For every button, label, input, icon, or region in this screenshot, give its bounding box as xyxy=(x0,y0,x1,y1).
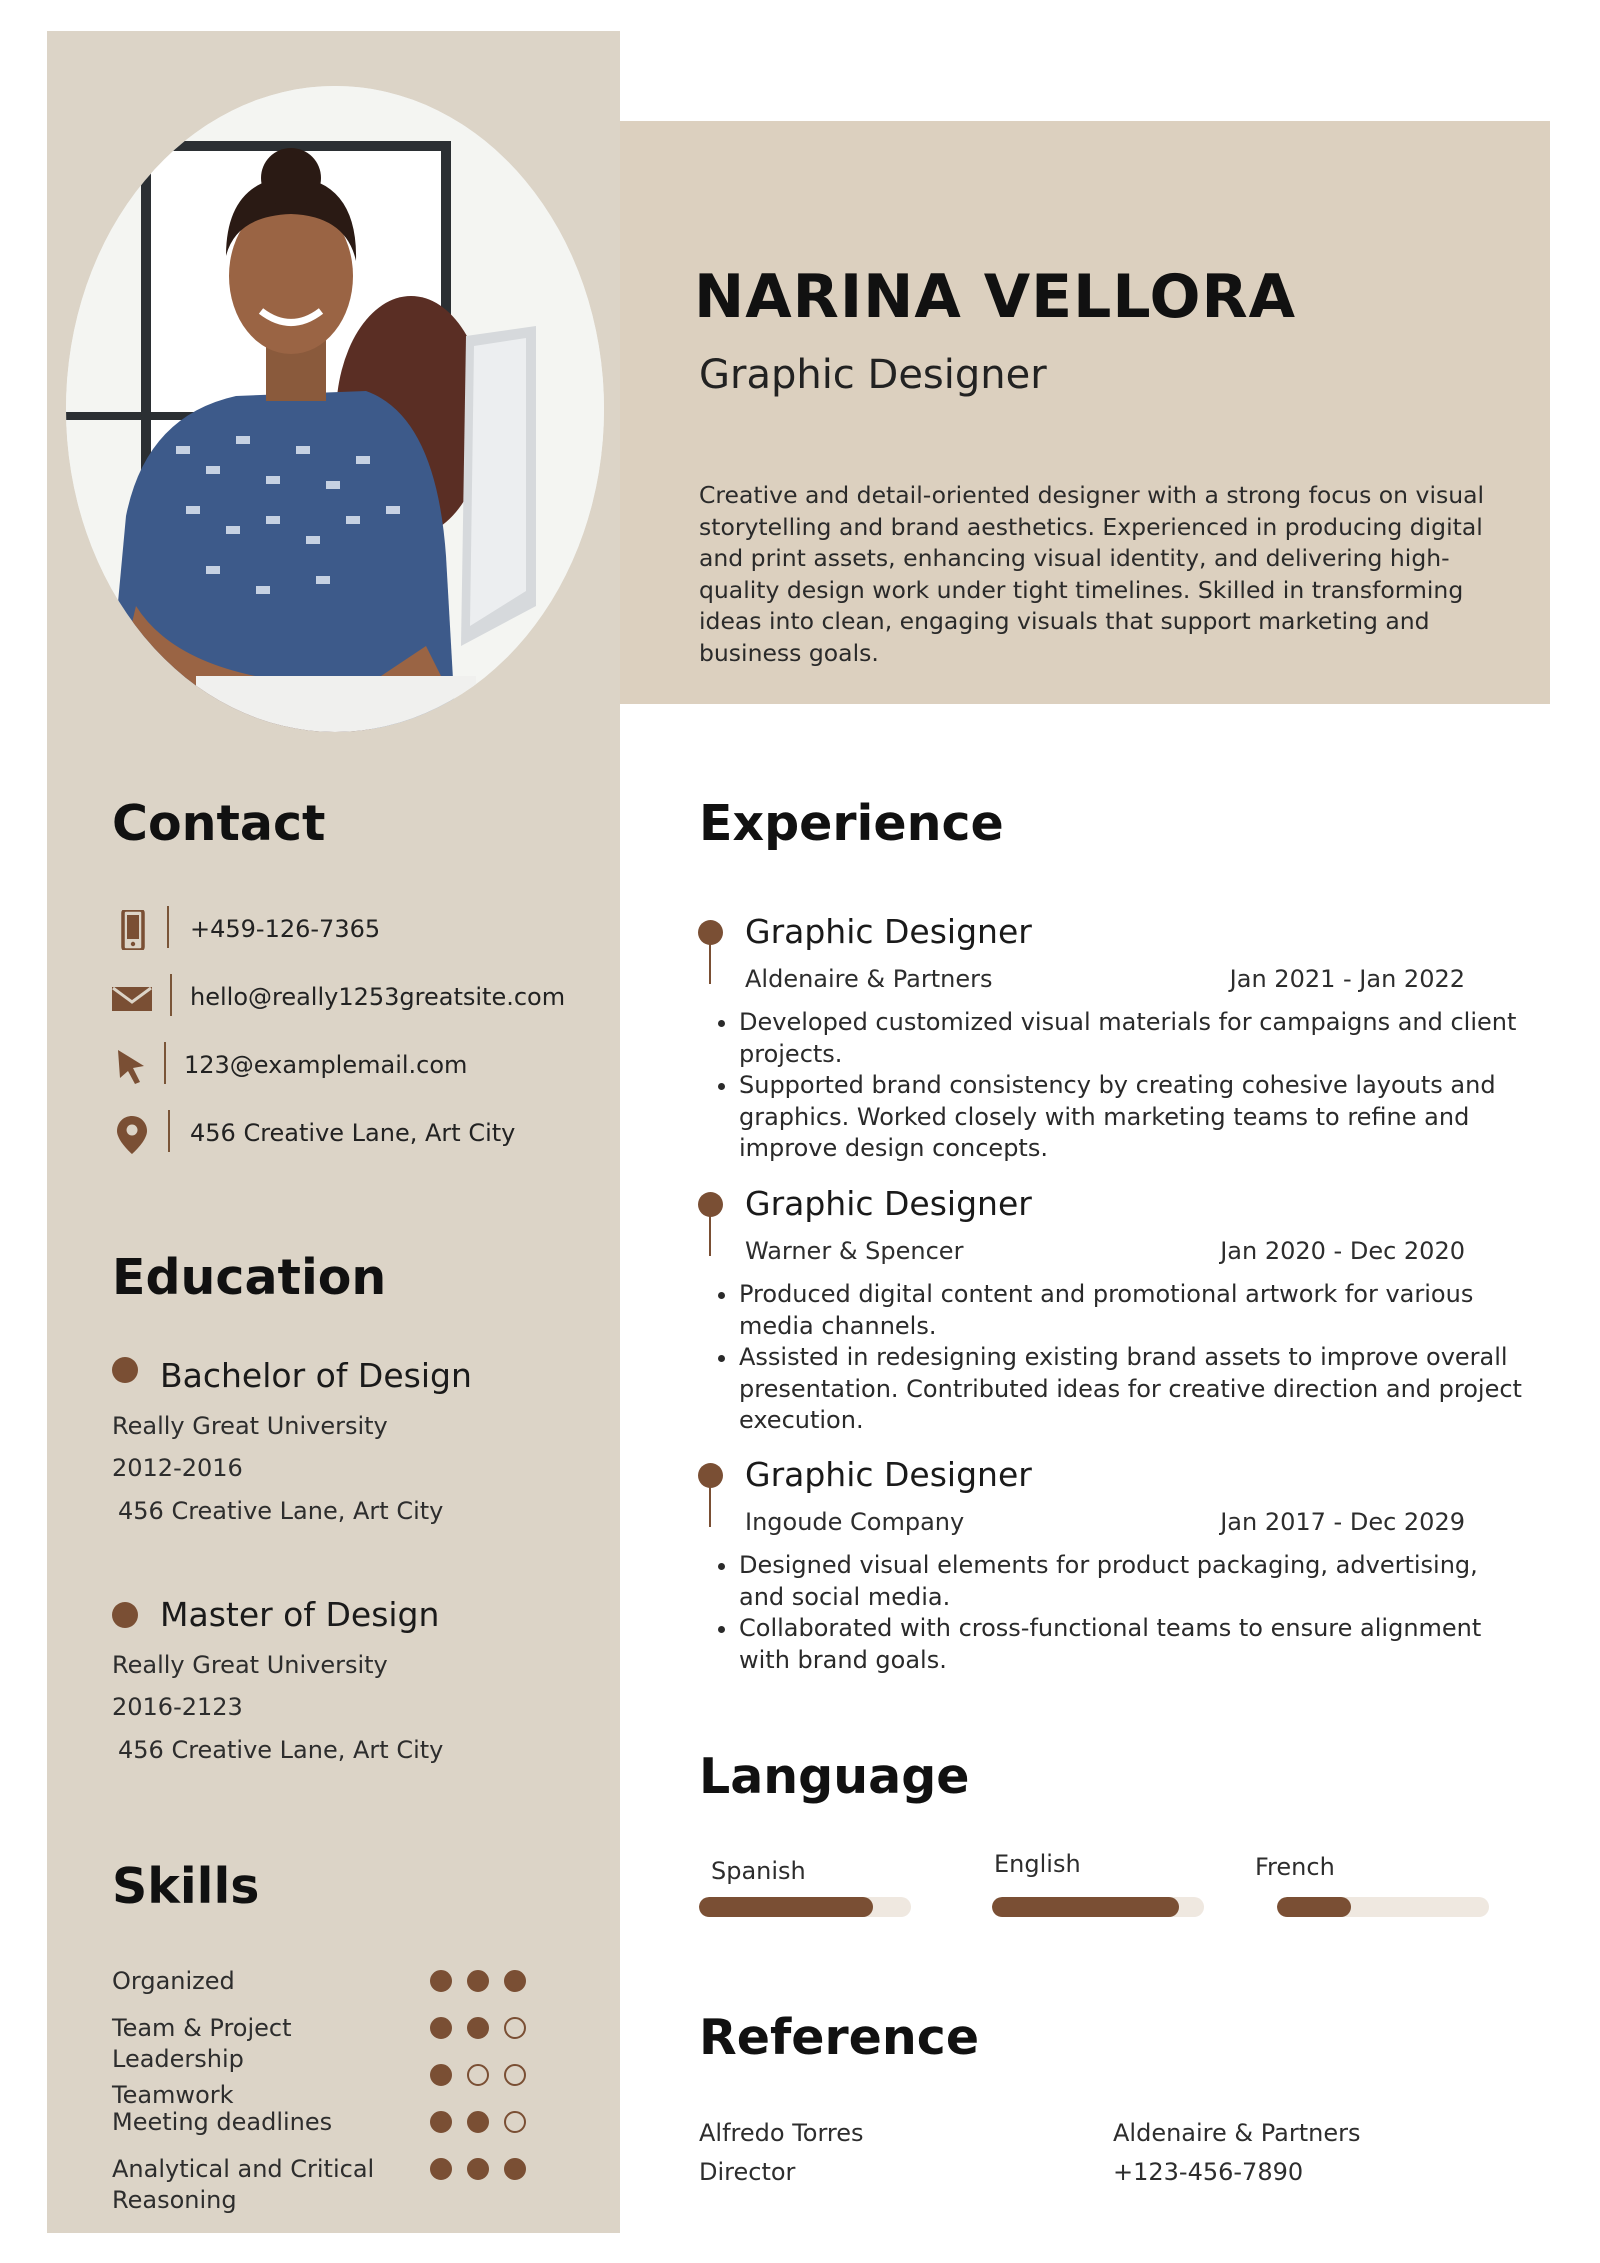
skill-label: Organized xyxy=(112,1967,235,1995)
contact-separator xyxy=(168,1110,170,1152)
job-company: Warner & Spencer xyxy=(745,1237,964,1265)
contact-heading: Contact xyxy=(112,795,326,852)
education-address: 456 Creative Lane, Art City xyxy=(118,1736,444,1764)
contact-email-text: hello@really1253greatsite.com xyxy=(190,983,566,1011)
job-dates: Jan 2020 - Dec 2020 xyxy=(1220,1237,1465,1265)
job-bullet: • Assisted in redesigning existing brand assets to improve overall presentation. Contributed ideas for creative direction and project execution. xyxy=(739,1342,1529,1437)
mail-icon xyxy=(112,978,152,1018)
job-dates: Jan 2017 - Dec 2029 xyxy=(1220,1508,1465,1536)
timeline-line xyxy=(709,940,711,984)
skill-dot-filled xyxy=(430,2017,452,2039)
skill-dot-filled xyxy=(467,2158,489,2180)
skill-rating xyxy=(430,2064,540,2092)
skill-label: Meeting deadlines xyxy=(112,2108,333,2136)
job-bullets xyxy=(703,1007,1529,1165)
phone-icon xyxy=(112,910,152,950)
job-title: Graphic Designer xyxy=(745,1184,1032,1223)
skill-dot-filled xyxy=(504,1970,526,1992)
profile-photo xyxy=(66,86,604,732)
contact-address-text: 456 Creative Lane, Art City xyxy=(190,1119,516,1147)
education-bullet-dot xyxy=(112,1357,138,1383)
location-pin-icon xyxy=(112,1114,152,1154)
job-dates: Jan 2021 - Jan 2022 xyxy=(1229,965,1465,993)
education-degree: Bachelor of Design xyxy=(160,1356,472,1395)
education-degree: Master of Design xyxy=(160,1595,440,1634)
job-bullet: • Supported brand consistency by creating cohesive layouts and graphics. Worked closely with marketing teams to refine and improve design concepts. xyxy=(739,1070,1529,1165)
job-bullet: • Collaborated with cross-functional teams to ensure alignment with brand goals. xyxy=(739,1613,1529,1676)
person-role: Graphic Designer xyxy=(699,352,1047,398)
education-years: 2012-2016 xyxy=(112,1454,243,1482)
education-heading: Education xyxy=(112,1249,387,1306)
person-name: NARINA VELLORA xyxy=(694,262,1297,332)
skill-dot-filled xyxy=(467,1970,489,1992)
reference-company: Aldenaire & Partners xyxy=(1113,2119,1361,2147)
reference-phone: +123-456-7890 xyxy=(1113,2158,1304,2186)
skill-label: Teamwork xyxy=(112,2081,234,2109)
education-school: Really Great University xyxy=(112,1412,388,1440)
skill-dot-empty xyxy=(467,2064,489,2086)
language-label: Spanish xyxy=(711,1857,806,1885)
skill-dot-filled xyxy=(430,2111,452,2133)
job-company: Ingoude Company xyxy=(745,1508,965,1536)
reference-heading: Reference xyxy=(699,2009,980,2066)
contact-address xyxy=(112,1108,612,1156)
education-bullet-dot xyxy=(112,1602,138,1628)
contact-separator xyxy=(170,974,172,1016)
language-bar xyxy=(699,1897,911,1917)
job-title: Graphic Designer xyxy=(745,1455,1032,1494)
language-bar xyxy=(992,1897,1204,1917)
job-bullets xyxy=(703,1279,1529,1437)
contact-email xyxy=(112,972,612,1020)
language-heading: Language xyxy=(699,1748,970,1805)
timeline-line xyxy=(709,1483,711,1527)
language-bar-fill xyxy=(992,1897,1179,1917)
experience-heading: Experience xyxy=(699,795,1004,852)
skill-label: Analytical and Critical Reasoning xyxy=(112,2155,375,2214)
profile-summary: Creative and detail-oriented designer with a strong focus on visual storytelling and brand aesthetics. Experienced in producing digital and print assets, enhancing visual identity, and delivering high-quality design work under tight timelines. Skilled in transforming ideas into clean, engaging visuals that support marketing and business goals. xyxy=(699,481,1485,667)
job-bullets xyxy=(703,1550,1529,1676)
skill-dot-filled xyxy=(430,2064,452,2086)
skill-dot-empty xyxy=(504,2111,526,2133)
cursor-icon xyxy=(112,1046,152,1086)
job-bullet: • Produced digital content and promotional artwork for various media channels. xyxy=(739,1279,1529,1342)
contact-separator xyxy=(167,906,169,948)
education-school: Really Great University xyxy=(112,1651,388,1679)
skill-dot-filled xyxy=(430,1970,452,1992)
language-label: French xyxy=(1255,1853,1335,1881)
skill-dot-filled xyxy=(467,2111,489,2133)
reference-name: Alfredo Torres xyxy=(699,2119,864,2147)
language-bar xyxy=(1277,1897,1489,1917)
language-bar-fill xyxy=(1277,1897,1351,1917)
skill-dot-filled xyxy=(430,2158,452,2180)
contact-phone xyxy=(112,904,612,952)
skills-heading: Skills xyxy=(112,1858,260,1915)
job-bullet: • Developed customized visual materials for campaigns and client projects. xyxy=(739,1007,1529,1070)
skill-dot-empty xyxy=(504,2017,526,2039)
job-bullet: • Designed visual elements for product packaging, advertising, and social media. xyxy=(739,1550,1529,1613)
contact-separator xyxy=(164,1042,166,1084)
language-label: English xyxy=(994,1850,1081,1878)
skill-rating xyxy=(430,1970,540,1998)
contact-web-text: 123@examplemail.com xyxy=(184,1051,468,1079)
education-years: 2016-2123 xyxy=(112,1693,243,1721)
contact-phone-text: +459-126-7365 xyxy=(190,915,381,943)
skill-dot-empty xyxy=(504,2064,526,2086)
skill-rating xyxy=(430,2111,540,2139)
skill-dot-filled xyxy=(467,2017,489,2039)
education-address: 456 Creative Lane, Art City xyxy=(118,1497,444,1525)
skill-rating xyxy=(430,2017,540,2045)
job-company: Aldenaire & Partners xyxy=(745,965,993,993)
job-title: Graphic Designer xyxy=(745,912,1032,951)
skill-rating xyxy=(430,2158,540,2186)
language-bar-fill xyxy=(699,1897,873,1917)
timeline-line xyxy=(709,1212,711,1256)
skill-label: Team & Project Leadership xyxy=(112,2014,292,2073)
skill-dot-filled xyxy=(504,2158,526,2180)
reference-position: Director xyxy=(699,2158,796,2186)
contact-web xyxy=(112,1040,612,1088)
